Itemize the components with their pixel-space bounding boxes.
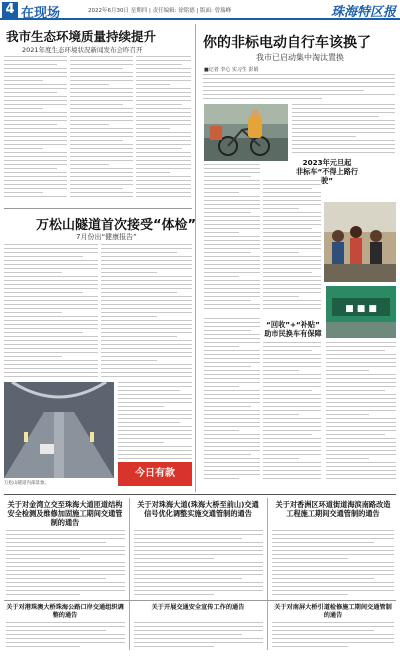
ad-label: 今日有款 [135, 468, 175, 479]
notice-divider-1 [129, 498, 130, 650]
ebike-body-col5 [326, 342, 396, 482]
masthead-meta [88, 6, 231, 14]
ebike-sidebar-title-text: 2023年元旦起 非标车“不得上路行驶” [295, 158, 359, 185]
notice-3-title: 关于对香洲区环道街道海滨南路改造工程施工期间交通管制的通告 [275, 500, 391, 518]
newspaper-logo: 珠海特区报 [330, 5, 396, 20]
editor-line: 星期四 | 责任编辑: 徐铭德 | 版面: 曾瑞峰 [130, 8, 232, 14]
tunnel-body-col2 [101, 244, 192, 379]
bottom-notice-3-body [272, 622, 394, 652]
page-number: 4 [2, 2, 18, 18]
ebike-lead [203, 74, 395, 102]
notice-divider-2 [267, 498, 268, 650]
dealer-photo [326, 286, 396, 338]
ebike-photo [204, 104, 288, 161]
ebike-body-col4 [263, 342, 321, 482]
notices-divider [4, 494, 396, 495]
tunnel-body-col3 [118, 382, 192, 464]
ebike-body-col2 [263, 180, 321, 314]
notices-divider-2 [4, 600, 396, 601]
bottom-notice-1-title: 关于对港珠澳大桥珠海公路口岸交通组织调整的通告 [6, 604, 124, 619]
notice-2-title: 关于对珠海大道(珠海大桥至前山)交通信号优化调整实施交通管制的通告 [137, 500, 259, 518]
bottom-notice-3-title: 关于对南屏大桥引道检修施工期间交通管制的通告 [274, 604, 392, 619]
eco-body-col2 [70, 56, 133, 205]
column-divider [195, 24, 196, 492]
tunnel-headline: 万松山隧道首次接受“体检” [36, 218, 197, 233]
bottom-notice-2-title: 关于开展交通安全宣传工作的通告 [151, 604, 245, 611]
ebike-sidebar2-title-text: “回收”+“补贴” 助市民换车有保障 [264, 320, 322, 338]
notice-1-body [6, 530, 125, 596]
ebike-headline: 你的非标电动自行车该换了 [203, 35, 371, 51]
eco-subhead: 2021年度生态环境状况新闻发布会昨召开 [22, 46, 143, 54]
bottom-notice-2-body [134, 622, 263, 652]
svg-text:■ ■ ■: ■ ■ ■ [345, 304, 377, 314]
ebike-body-col1 [204, 164, 260, 314]
ad-banner [118, 462, 192, 486]
eco-body-col3 [136, 56, 191, 205]
tunnel-subhead: 7月份出“健康报告” [76, 233, 137, 241]
bottom-notice-1-body [6, 622, 125, 652]
masthead [0, 0, 400, 20]
crowd-photo [324, 202, 396, 282]
ebike-sidebar2-title [263, 320, 323, 338]
section-title: 在现场 [21, 6, 61, 21]
tunnel-photo-caption: 万松山隧道内部景象。 [4, 481, 49, 486]
eco-headline: 我市生态环境质量持续提升 [6, 29, 157, 44]
notice-3-body [272, 530, 394, 596]
tunnel-body-col1 [4, 244, 98, 379]
ebike-byline: ■记者 李心 实习生 彭娟 [204, 67, 259, 73]
tunnel-divider [4, 208, 192, 209]
notice-2-body [134, 530, 263, 596]
ebike-subhead: 我市已启动集中淘汰置换 [256, 53, 344, 62]
eco-body-col1 [4, 56, 67, 205]
ebike-body-col3 [204, 318, 260, 486]
ebike-body-col-r1 [292, 104, 395, 156]
notice-1-title: 关于对金湾立交至珠海大道匝道结构安全检测及维修加固施工期间交通管制的通告 [7, 500, 123, 527]
issue-date: 2022年6月30日 [88, 8, 129, 14]
tunnel-photo [4, 382, 114, 478]
